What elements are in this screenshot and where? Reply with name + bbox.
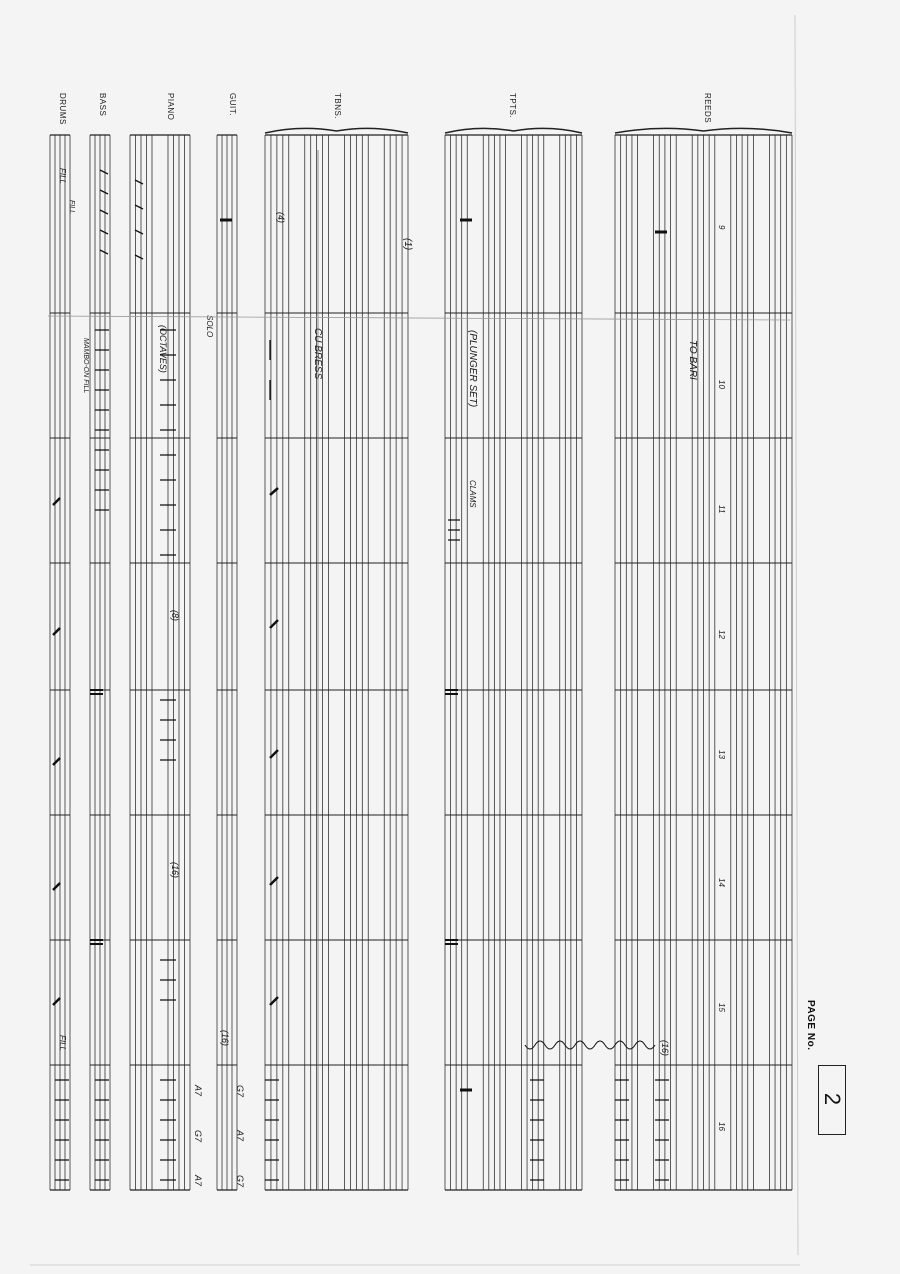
tbns-cup-brass: CU BRESS [312,328,323,380]
instrument-label: PIANO [166,93,175,121]
reeds-to-bari: TO BARI [687,340,698,380]
bar-number: 16 [717,1122,726,1131]
piano-octaves: (OCTAVES) [158,325,168,373]
chord-symbol-5: A7 [235,1130,245,1142]
rehearsal-mark-3: (8) [170,610,180,621]
rehearsal-mark-6: (16) [660,1040,670,1057]
bar-number: 10 [717,380,726,389]
drums-mambo: MAMBO-ON FILL [82,338,89,394]
instrument-label: REEDS [703,93,712,124]
bar-number: 11 [717,505,726,514]
instrument-label: DRUMS [58,93,67,125]
drums-fill-2: FILL [68,200,75,215]
bar-number: 14 [717,878,726,887]
piano-solo: SOLO [205,315,214,338]
rehearsal-mark-5: (16) [220,1030,230,1047]
chord-symbol-2: G7 [193,1130,203,1143]
tpts-clams: CLAMS [468,480,477,508]
page-number: 2 [820,1092,845,1106]
bar-number: 12 [717,630,726,639]
chord-symbol-1: A7 [193,1085,203,1097]
rehearsal-mark-2: (4) [276,212,286,223]
rehearsal-mark-4: (16) [170,862,180,879]
chord-symbol-3: A7 [193,1175,203,1187]
rehearsal-mark-1: (1) [402,238,413,251]
bar-number: 9 [717,225,726,230]
instrument-label: TPTS. [508,93,517,119]
tpts-plunger-set: (PLUNGER SET) [467,330,478,408]
drums-fill: FILL [58,168,67,185]
page-number-box [818,1065,846,1135]
chord-symbol-6: G7 [235,1175,245,1188]
instrument-label: BASS [98,93,107,117]
page-number-label: PAGE No. [805,1000,816,1051]
bar-number: 13 [717,750,726,759]
instrument-label: TBNS. [333,93,342,120]
bar-number: 15 [717,1003,726,1012]
bass-fill: FILL [58,1035,67,1052]
instrument-label: GUIT. [228,93,237,116]
chord-symbol-4: G7 [235,1085,245,1098]
